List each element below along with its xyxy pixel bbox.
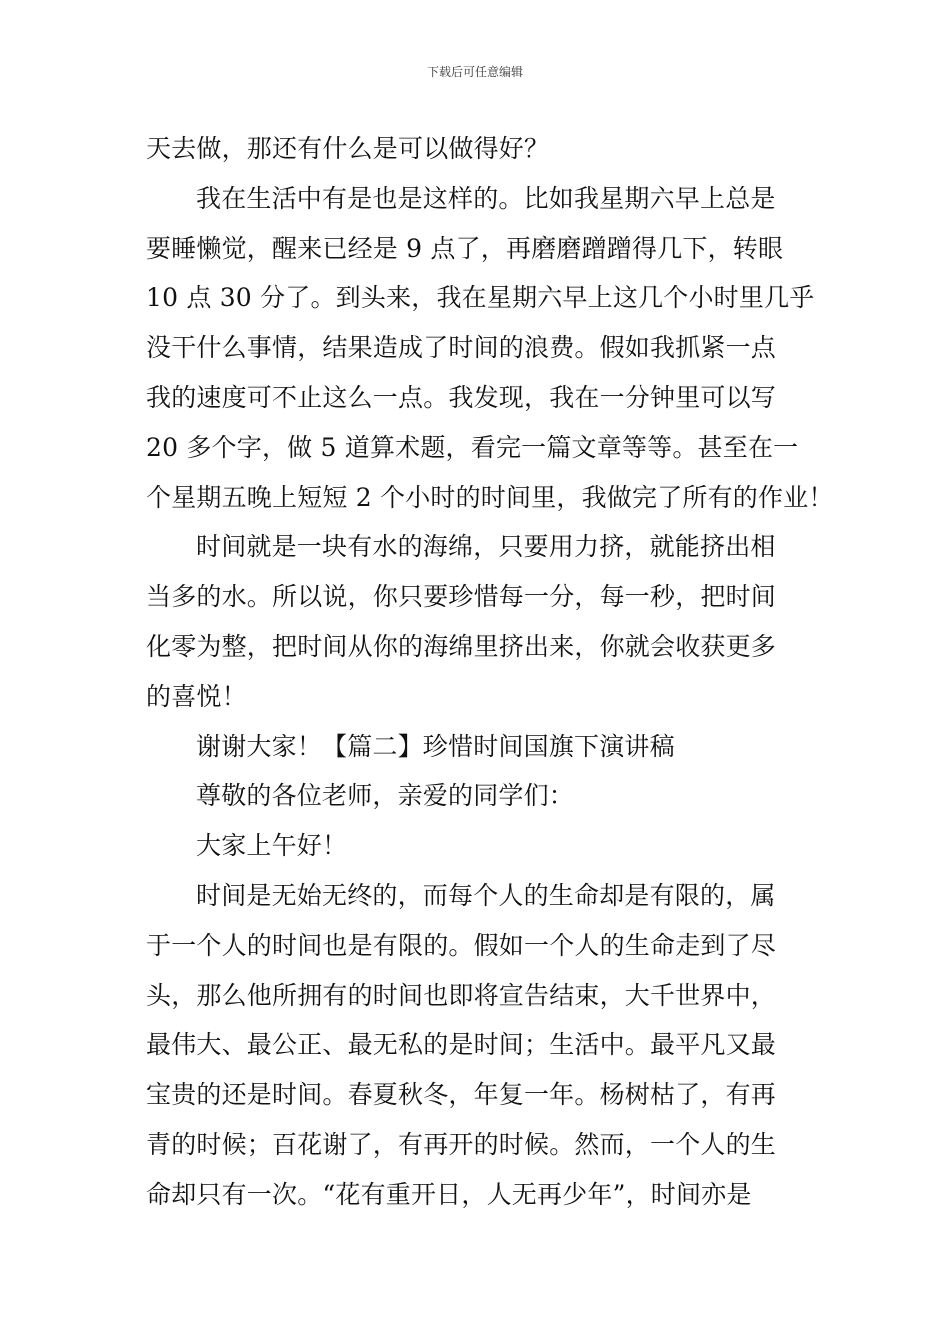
text-line: 的喜悦！ [146, 681, 247, 711]
text-line: 我的速度可不止这么一点。我发现，我在一分钟里可以写 [146, 382, 777, 412]
text-line: 宝贵的还是时间。春夏秋冬，年复一年。杨树枯了，有再 [146, 1080, 777, 1110]
text-line: 要睡懒觉，醒来已经是 9 点了，再磨磨蹭蹭得几下，转眼 [146, 233, 784, 263]
text-line: 当多的水。所以说，你只要珍惜每一分，每一秒，把时间 [146, 582, 777, 612]
text-line: 最伟大、最公正、最无私的是时间；生活中。最平凡又最 [146, 1030, 777, 1060]
text-line: 命却只有一次。“花有重开日，人无再少年”，时间亦是 [146, 1179, 752, 1209]
text-line: 化零为整，把时间从你的海绵里挤出来，你就会收获更多 [146, 631, 777, 661]
document-body [146, 124, 834, 1220]
text-line: 头，那么他所拥有的时间也即将宣告结束，大千世界中， [146, 980, 777, 1010]
text-line: 于一个人的时间也是有限的。假如一个人的生命走到了尽 [146, 930, 777, 960]
text-line: 没干什么事情，结果造成了时间的浪费。假如我抓紧一点 [146, 333, 777, 363]
text-line: 个星期五晚上短短 2 个小时的时间里，我做完了所有的作业！ [146, 482, 834, 512]
text-line: 尊敬的各位老师，亲爱的同学们： [196, 781, 575, 811]
text-line: 天去做，那还有什么是可以做得好？ [146, 134, 550, 163]
text-line: 10 点 30 分了。到头来，我在星期六早上这几个小时里几乎 [146, 283, 815, 313]
text-line: 我在生活中有是也是这样的。比如我星期六早上总是 [196, 183, 776, 213]
text-line: 大家上午好！ [196, 831, 348, 861]
page-header: 下载后可任意编辑 [426, 65, 523, 79]
text-line: 青的时候；百花谢了，有再开的时候。然而，一个人的生 [146, 1129, 777, 1159]
text-line: 时间就是一块有水的海绵，只要用力挤，就能挤出相 [196, 532, 776, 562]
text-line: 20 多个字，做 5 道算术题，看完一篇文章等等。甚至在一 [146, 432, 799, 462]
text-line: 时间是无始无终的，而每个人的生命却是有限的，属 [196, 880, 776, 910]
text-line: 谢谢大家！【篇二】珍惜时间国旗下演讲稿 [196, 731, 675, 761]
